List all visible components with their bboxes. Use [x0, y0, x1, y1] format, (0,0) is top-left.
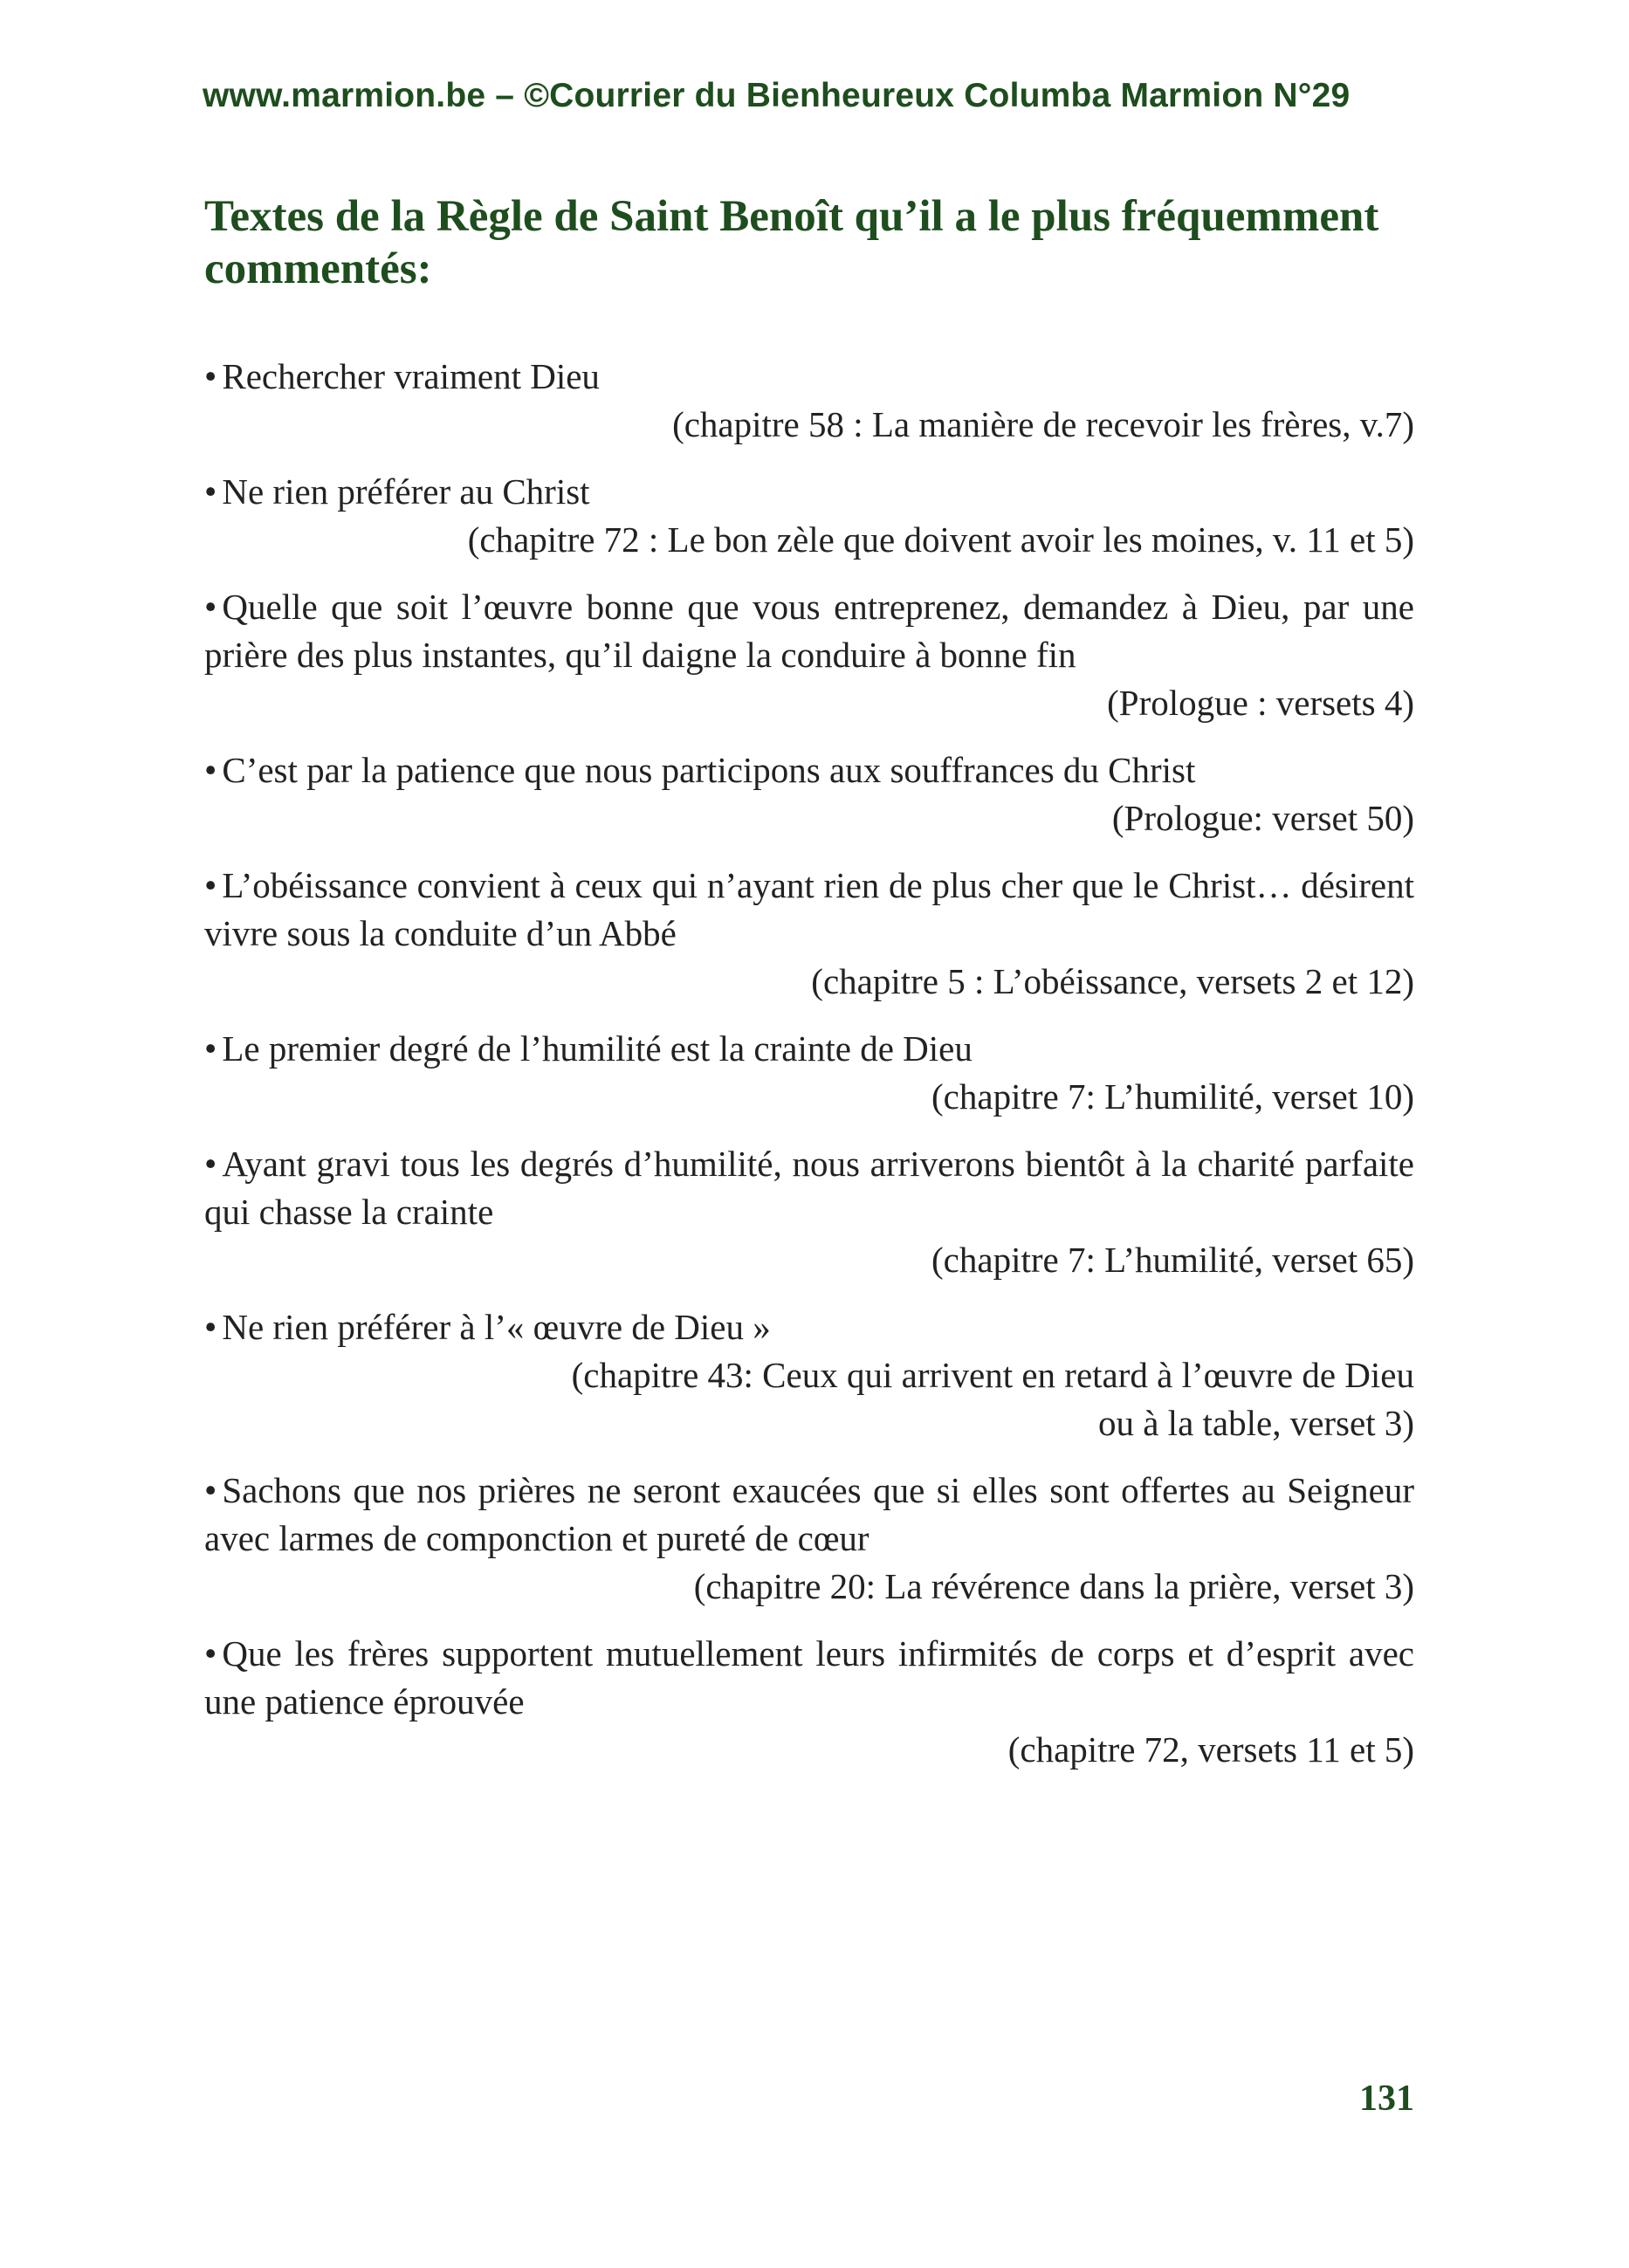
- quotation-text: [204, 583, 1414, 679]
- bullet-icon: •: [204, 587, 217, 627]
- bullet-icon: •: [204, 1470, 217, 1510]
- reference-citation: (chapitre 7: L’humilité, verset 65): [931, 1240, 1414, 1280]
- list-item: [204, 1630, 1414, 1774]
- quotation-text: [204, 1303, 1414, 1351]
- list-item: [204, 583, 1414, 727]
- quotation-text: [204, 746, 1414, 794]
- reference-citation: (chapitre 5 : L’obéissance, versets 2 et 12): [811, 961, 1414, 1001]
- quotation-text: [204, 353, 1414, 401]
- list-item: [204, 1467, 1414, 1611]
- list-item: [204, 1140, 1414, 1284]
- bullet-icon: •: [204, 356, 217, 396]
- quotation-body: Ne rien préférer au Christ: [222, 471, 590, 512]
- quotation-list: [204, 353, 1414, 1793]
- reference-citation: (chapitre 20: La révérence dans la prière, verset 3): [693, 1566, 1414, 1606]
- reference-citation: (chapitre 7: L’humilité, verset 10): [931, 1076, 1414, 1117]
- quotation-text: [204, 1140, 1414, 1236]
- bullet-icon: •: [204, 865, 217, 905]
- bullet-icon: •: [204, 750, 217, 790]
- quotation-text: [204, 468, 1414, 516]
- bullet-icon: •: [204, 471, 217, 512]
- bullet-icon: •: [204, 1028, 217, 1069]
- quotation-text: [204, 1630, 1414, 1726]
- page-number: 131: [1359, 2079, 1414, 2119]
- quotation-text: [204, 1467, 1414, 1563]
- quotation-body: L’obéissance convient à ceux qui n’ayant rien de plus cher que le Christ… désirent vivre sous la conduite d’un Abbé: [204, 865, 1414, 953]
- running-header: www.marmion.be – ©Courrier du Bienheureux Columba Marmion N°29: [203, 77, 1351, 114]
- quotation-body: Que les frères supportent mutuellement leurs infirmités de corps et d’esprit avec une patience éprouvée: [204, 1633, 1414, 1722]
- bullet-icon: •: [204, 1633, 217, 1674]
- reference-citation: (Prologue : versets 4): [1107, 683, 1414, 723]
- quotation-body: Quelle que soit l’œuvre bonne que vous entreprenez, demandez à Dieu, par une prière des plus instantes, qu’il daigne la conduire à bonne fin: [204, 587, 1414, 675]
- reference-citation: ou à la table, verset 3): [1097, 1403, 1414, 1443]
- quotation-text: [204, 862, 1414, 958]
- quotation-body: Rechercher vraiment Dieu: [222, 356, 600, 396]
- list-item: [204, 353, 1414, 449]
- reference-citation: (Prologue: verset 50): [1111, 798, 1414, 838]
- list-item: [204, 862, 1414, 1006]
- list-item: [204, 468, 1414, 564]
- quotation-body: Sachons que nos prières ne seront exaucées que si elles sont offertes au Seigneur avec larmes de componction et pureté de cœur: [204, 1470, 1414, 1558]
- quotation-text: [204, 1025, 1414, 1073]
- quotation-body: Ne rien préférer à l’« œuvre de Dieu »: [222, 1307, 771, 1347]
- list-item: [204, 746, 1414, 842]
- quotation-body: Ayant gravi tous les degrés d’humilité, nous arriverons bientôt à la charité parfaite qui chasse la crainte: [204, 1144, 1414, 1232]
- reference-citation: (chapitre 58 : La manière de recevoir les frères, v.7): [672, 404, 1414, 444]
- list-item: [204, 1025, 1414, 1121]
- bullet-icon: •: [204, 1144, 217, 1184]
- reference-citation: (chapitre 72 : Le bon zèle que doivent avoir les moines, v. 11 et 5): [467, 519, 1414, 560]
- bullet-icon: •: [204, 1307, 217, 1347]
- list-item: [204, 1303, 1414, 1447]
- quotation-body: C’est par la patience que nous participons aux souffrances du Christ: [222, 750, 1196, 790]
- quotation-body: Le premier degré de l’humilité est la crainte de Dieu: [222, 1028, 973, 1069]
- reference-citation: (chapitre 72, versets 11 et 5): [1007, 1729, 1414, 1770]
- reference-citation: (chapitre 43: Ceux qui arrivent en retard à l’œuvre de Dieu: [571, 1355, 1414, 1395]
- section-title: Textes de la Règle de Saint Benoît qu’il a le plus fréquemment commentés:: [204, 192, 1379, 293]
